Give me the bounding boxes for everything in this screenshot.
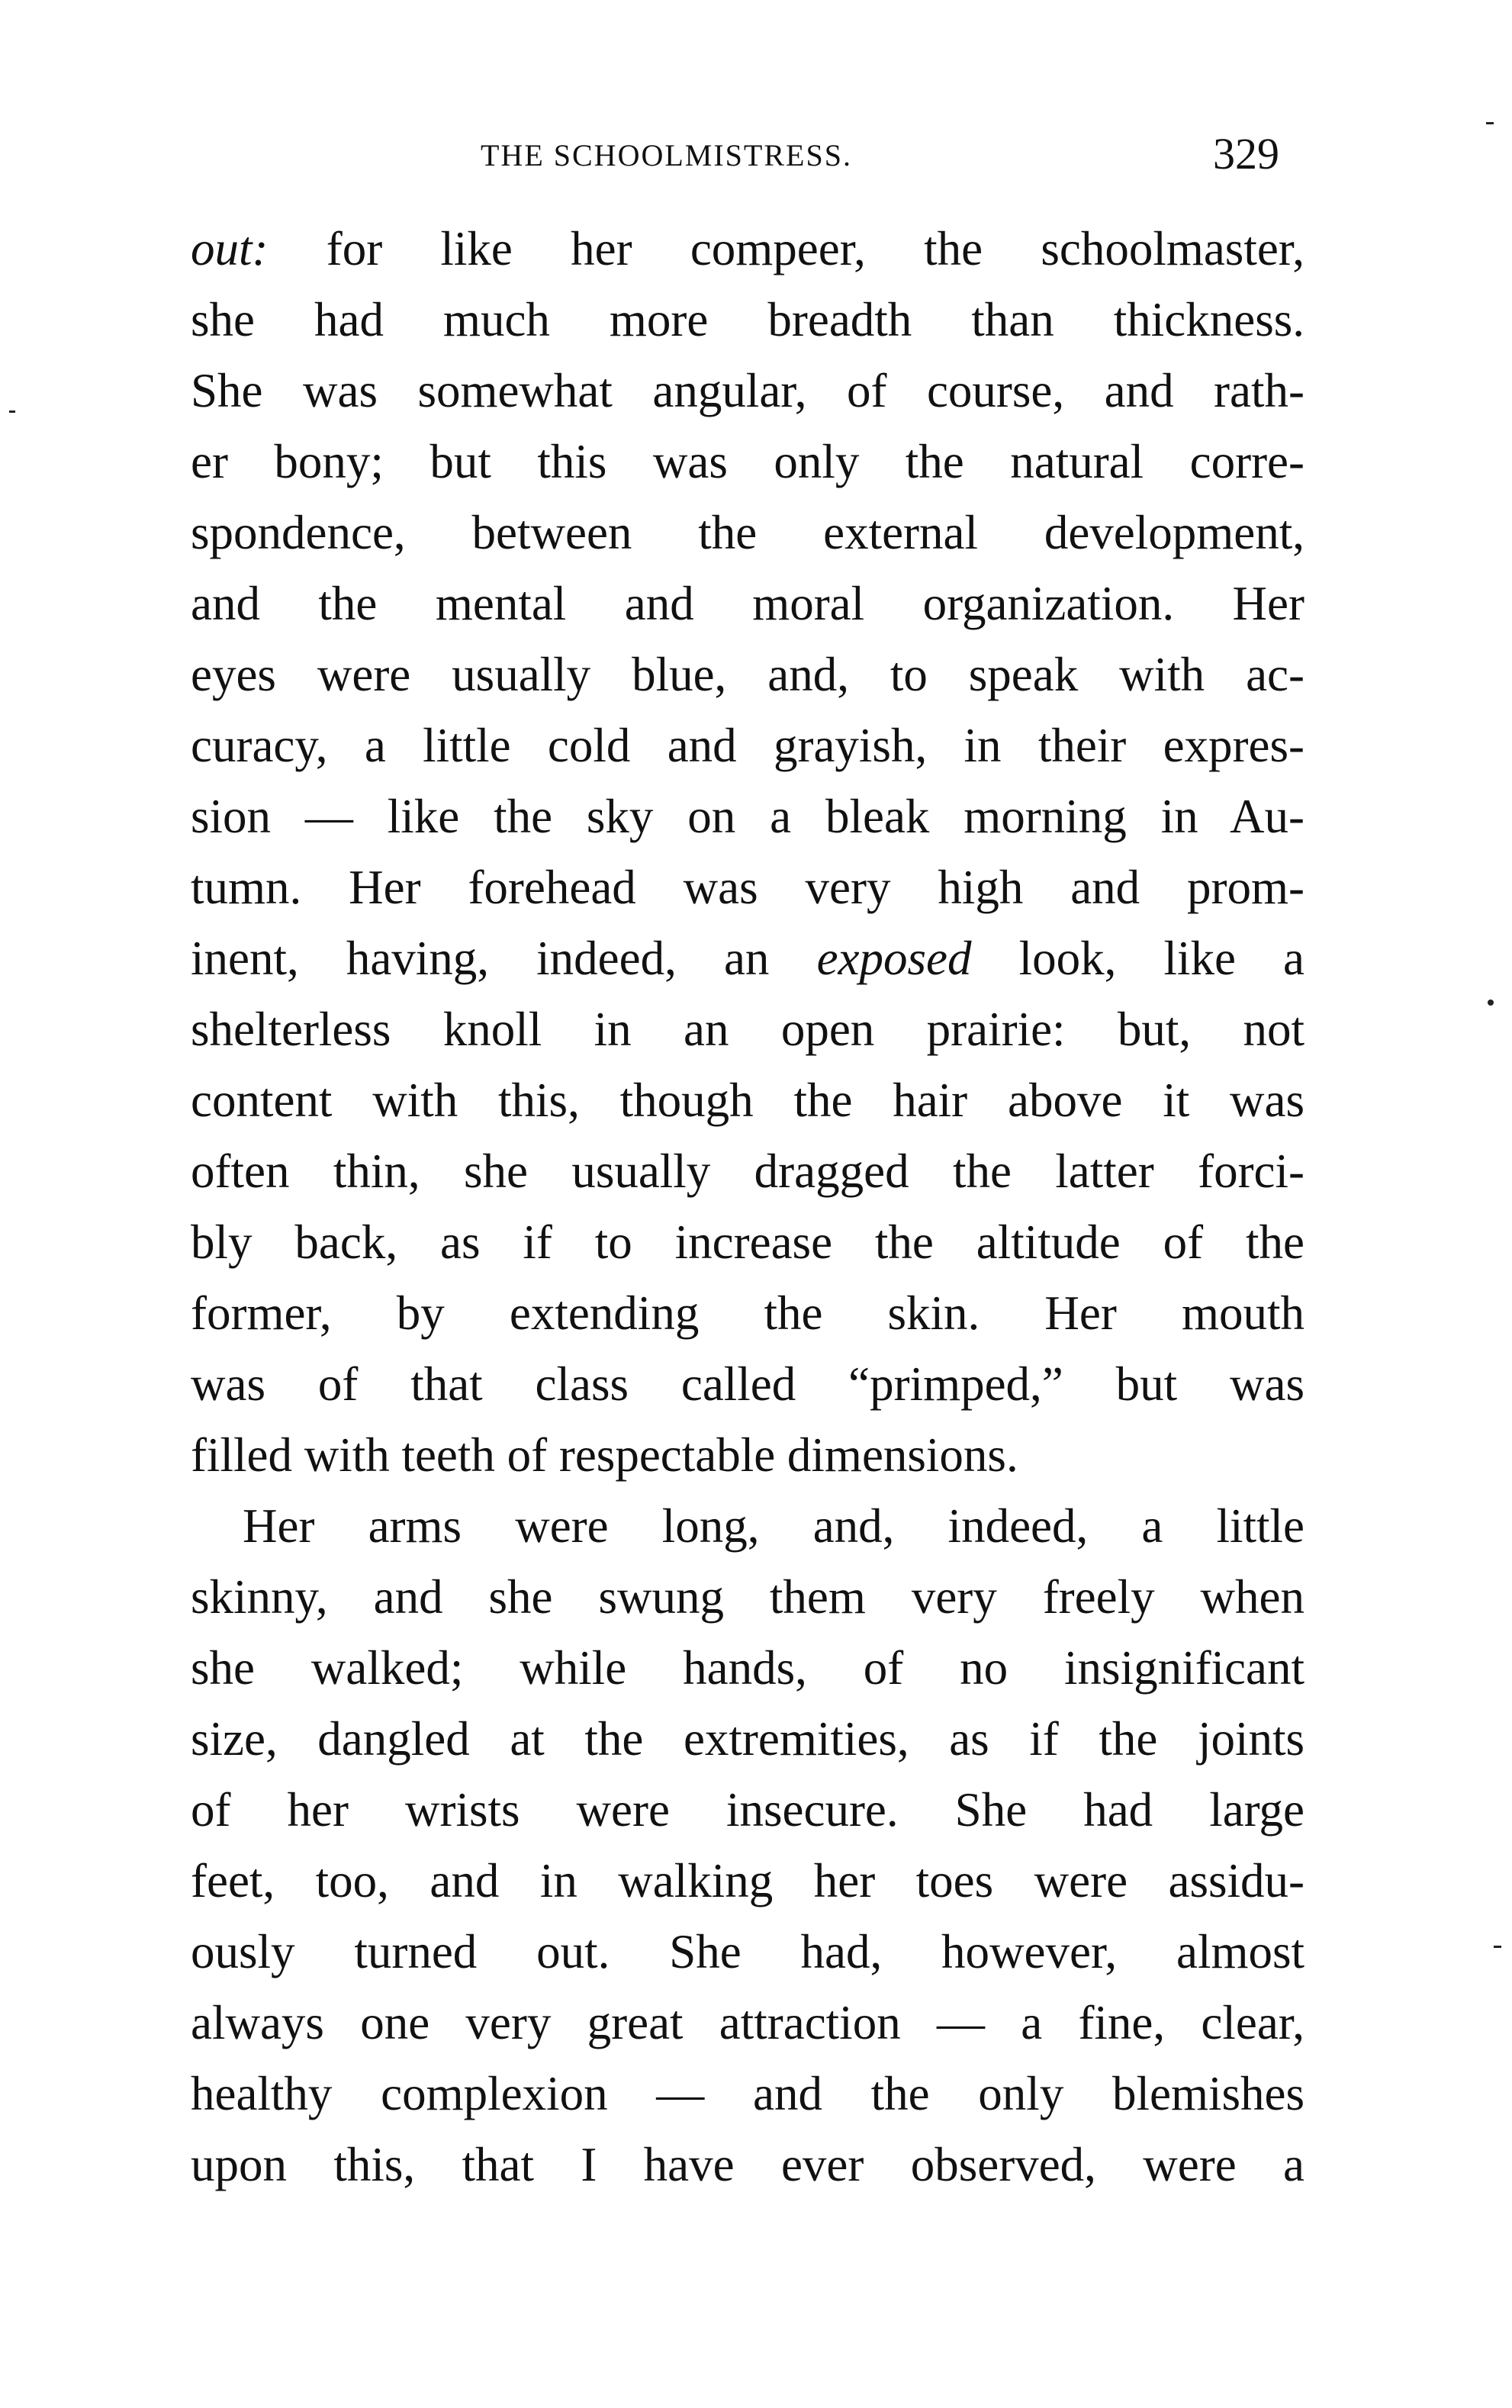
scan-mark	[9, 410, 15, 413]
text-line: Her arms were long, and, indeed, a little	[243, 1499, 1305, 1553]
text-line: spondence, between the external development,	[191, 506, 1305, 559]
text-line: of her wrists were insecure. She had large	[191, 1783, 1305, 1837]
scan-mark	[1494, 1946, 1501, 1948]
page-number: 329	[1213, 129, 1279, 179]
text-line: eyes were usually blue, and, to speak with ac-	[191, 648, 1305, 701]
text-span: look, like a	[971, 932, 1305, 985]
text-line: she walked; while hands, of no insignificant	[191, 1641, 1305, 1695]
paragraph-1	[191, 214, 1305, 1491]
text-line: skinny, and she swung them very freely when	[191, 1570, 1305, 1624]
text-line: former, by extending the skin. Her mouth	[191, 1286, 1305, 1340]
text-line: size, dangled at the extremities, as if the joints	[191, 1712, 1305, 1766]
scan-mark	[1488, 1000, 1494, 1006]
text-span: for like her compeer, the schoolmaster,	[268, 222, 1305, 275]
text-line: curacy, a little cold and grayish, in their expres-	[191, 719, 1305, 772]
italic-word: out:	[191, 222, 269, 275]
text-line: she had much more breadth than thickness.	[191, 293, 1305, 346]
body-text	[191, 214, 1305, 2200]
text-line: often thin, she usually dragged the latter forci-	[191, 1144, 1305, 1198]
text-line: always one very great attraction — a fine, clear,	[191, 1996, 1305, 2049]
text-line: ously turned out. She had, however, almost	[191, 1925, 1305, 1978]
text-line: feet, too, and in walking her toes were assidu-	[191, 1854, 1305, 1907]
text-line: filled with teeth of respectable dimensions.	[191, 1428, 1018, 1482]
text-line: She was somewhat angular, of course, and rath-	[191, 364, 1305, 417]
text-line	[191, 923, 1305, 994]
text-line: healthy complexion — and the only blemishes	[191, 2067, 1305, 2120]
text-line: sion — like the sky on a bleak morning in Au-	[191, 790, 1305, 843]
paragraph-2	[191, 1491, 1305, 2200]
text-line	[191, 214, 1305, 285]
text-line: shelterless knoll in an open prairie: but, not	[191, 1003, 1305, 1056]
text-span: inent, having, indeed, an	[191, 932, 817, 985]
running-head-title: THE SCHOOLMISTRESS.	[481, 138, 852, 172]
text-line: er bony; but this was only the natural corre-	[191, 435, 1305, 488]
text-line: bly back, as if to increase the altitude of the	[191, 1215, 1305, 1269]
text-line: was of that class called “primped,” but was	[191, 1357, 1305, 1411]
italic-word: exposed	[816, 932, 972, 985]
text-line: content with this, though the hair above it was	[191, 1074, 1305, 1127]
text-line: tumn. Her forehead was very high and prom-	[191, 861, 1305, 914]
scan-mark	[1486, 122, 1494, 124]
text-line: upon this, that I have ever observed, were a	[191, 2138, 1305, 2191]
text-line: and the mental and moral organization. Her	[191, 577, 1305, 630]
